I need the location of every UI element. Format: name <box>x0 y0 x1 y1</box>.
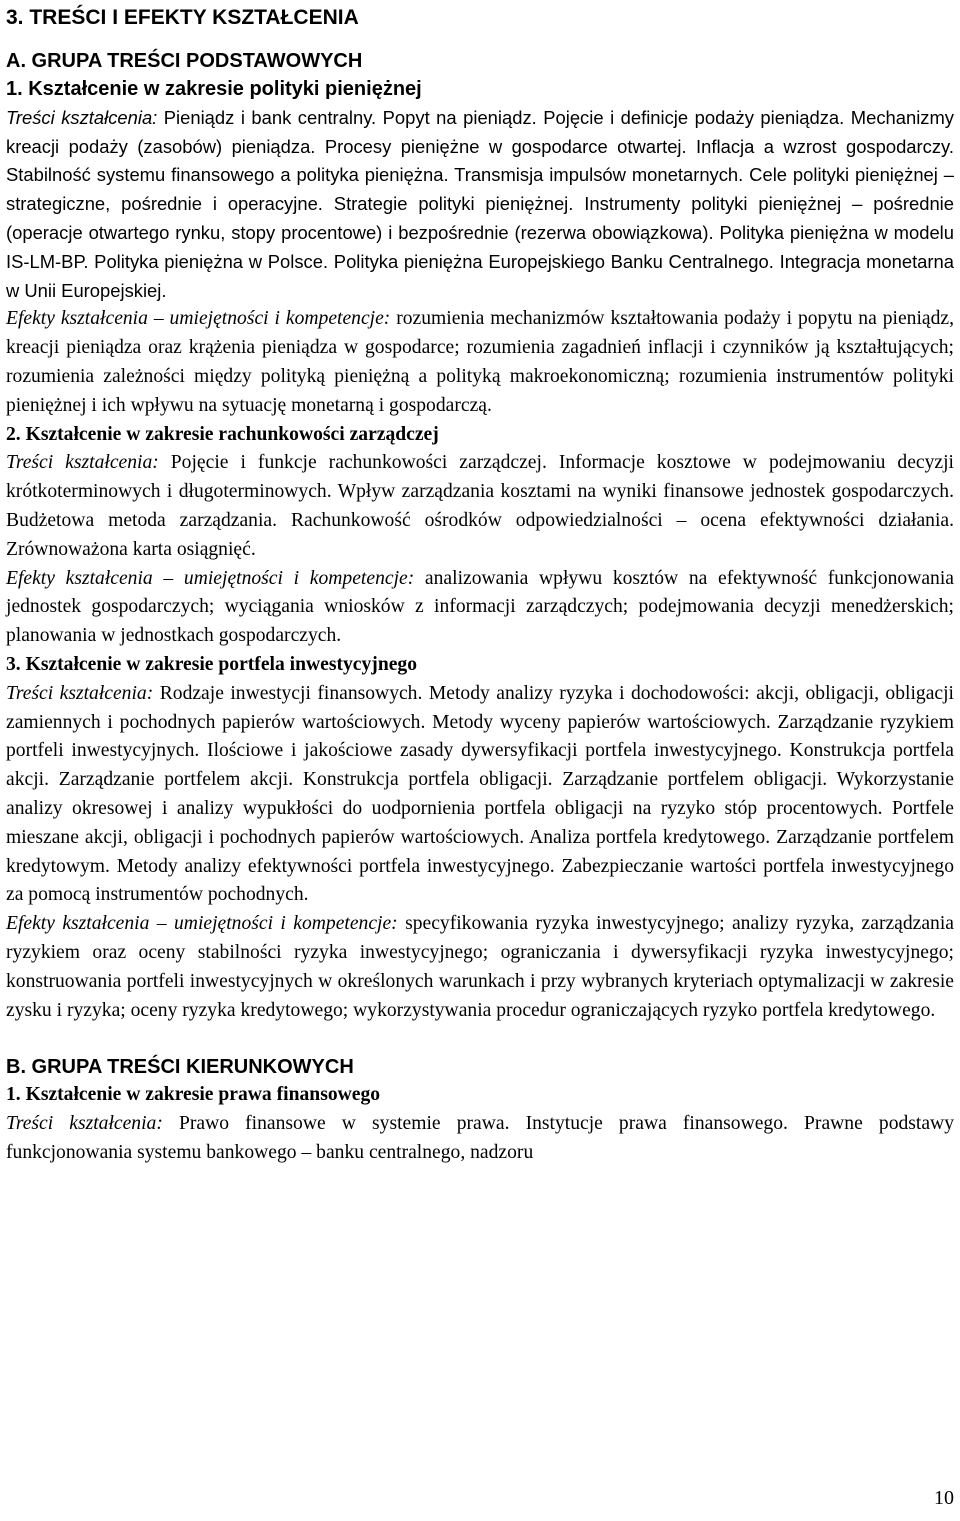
group-a-item-3 <box>6 651 954 1025</box>
group-b-title: B. GRUPA TREŚCI KIERUNKOWYCH <box>6 1056 354 1079</box>
effects-paragraph <box>6 910 954 1025</box>
effects-paragraph <box>6 305 954 420</box>
document-page <box>6 4 954 1168</box>
group-a-item-2 <box>6 421 954 651</box>
content-paragraph <box>6 680 954 910</box>
content-text: Pieniądz i bank centralny. Popyt na pieniądz. Pojęcie i definicje podaży pieniądza. Mechanizmy kreacji podaży (zasobów) pieniądza. Procesy pieniężne w gospodarce otwartej. Inflacja a wzrost gospodarczy. Stabilność systemu finansowego a polityka pieniężna. Transmisja impulsów monetarnych. Cele polityki pieniężnej – strategiczne, pośrednie i operacyjne. Strategie polityki pieniężnej. Instrumenty polityki pieniężnej – pośrednie (operacje otwartego rynku, stopy procentowe) i bezpośrednie (rezerwa obowiązkowa). Polityka pieniężna w modelu IS-LM-BP. Polityka pieniężna w Polsce. Polityka pieniężna Europejskiego Banku Centralnego. Integracja monetarna w Unii Europejskiej. <box>6 106 954 301</box>
item-heading: 2. Kształcenie w zakresie rachunkowości zarządczej <box>6 423 439 445</box>
content-paragraph <box>6 1110 954 1168</box>
effects-label: Efekty kształcenia – umiejętności i kompetencje: <box>6 567 415 589</box>
content-text: Pojęcie i funkcje rachunkowości zarządczej. Informacje kosztowe w podejmowaniu decyzji krótkoterminowych i długoterminowych. Wpływ zarządzania kosztami na wyniki finansowe jednostek gospodarczych. Budżetowa metoda zarządzania. Rachunkowość ośrodków odpowiedzialności – ocena efektywności działania. Zrównoważona karta osiągnięć. <box>6 452 954 560</box>
item-heading: 3. Kształcenie w zakresie portfela inwestycyjnego <box>6 653 418 675</box>
effects-label: Efekty kształcenia – umiejętności i kompetencje: <box>6 913 398 935</box>
group-a-item-1 <box>6 75 954 305</box>
effects-paragraph <box>6 565 954 651</box>
content-paragraph <box>6 449 954 564</box>
content-label: Treści kształcenia: <box>6 1113 163 1135</box>
effects-label: Efekty kształcenia – umiejętności i kompetencje: <box>6 308 391 330</box>
section-spacer <box>6 1025 954 1053</box>
content-label: Treści kształcenia: <box>6 452 159 474</box>
item-heading: 1. Kształcenie w zakresie polityki pieniężnej <box>6 78 422 100</box>
effects-text: specyfikowania ryzyka inwestycyjnego; analizy ryzyka, zarządzania ryzykiem oraz oceny stabilności ryzyka inwestycyjnego; ograniczania i dywersyfikacji ryzyka inwestycyjnego; konstruowania portfeli inwestycyjnych w określonych warunkach i przy wybranych kryteriach optymalizacji w zakresie zysku i ryzyka; oceny ryzyka kredytowego; wykorzystywania procedur ograniczających ryzyko portfela kredytowego. <box>6 913 954 1021</box>
effects-text: rozumienia mechanizmów kształtowania podaży i popytu na pieniądz, kreacji pieniądza oraz krążenia pieniądza w gospodarce; rozumienia zagadnień inflacji i czynników ją kształtujących; rozumienia zależności między polityką pieniężną a polityką makroekonomiczną; rozumienia instrumentów polityki pieniężnej i ich wpływu na sytuację monetarną i gospodarczą. <box>6 308 954 416</box>
group-a-title: A. GRUPA TREŚCI PODSTAWOWYCH <box>6 50 363 72</box>
content-text: Prawo finansowe w systemie prawa. Instytucje prawa finansowego. Prawne podstawy funkcjonowania systemu bankowego – banku centralnego, nadzoru <box>6 1113 954 1163</box>
section-title: 3. TREŚCI I EFEKTY KSZTAŁCENIA <box>6 6 359 29</box>
content-paragraph <box>6 104 954 306</box>
content-label: Treści kształcenia: <box>6 682 154 704</box>
content-text: Rodzaje inwestycji finansowych. Metody analizy ryzyka i dochodowości: akcji, obligacji, obligacji zamiennych i pochodnych papierów wartościowych. Metody wyceny papierów wartościowych. Zarządzanie ryzykiem portfeli inwestycyjnych. Ilościowe i jakościowe zasady dywersyfikacji portfela inwestycyjnego. Konstrukcja portfela akcji. Zarządzanie portfelem akcji. Konstrukcja portfela obligacji. Zarządzanie portfelem obligacji. Wykorzystanie analizy okresowej i analizy wypukłości do uodpornienia portfela obligacji na ryzyko stóp procentowych. Portfele mieszane akcji, obligacji i pochodnych papierów wartościowych. Analiza portfela kredytowego. Zarządzanie portfelem kredytowym. Metody analizy efektywności portfela inwestycyjnego. Zabezpieczanie wartości portfela inwestycyjnego za pomocą instrumentów pochodnych. <box>6 682 954 906</box>
content-label: Treści kształcenia: <box>6 106 158 128</box>
page-number: 10 <box>934 1487 954 1509</box>
group-b-item-1 <box>6 1081 954 1167</box>
item-heading: 1. Kształcenie w zakresie prawa finansowego <box>6 1084 381 1106</box>
effects-text: analizowania wpływu kosztów na efektywność funkcjonowania jednostek gospodarczych; wyciągania wniosków z informacji zarządczych; podejmowania decyzji menedżerskich; planowania w jednostkach gospodarczych. <box>6 567 954 647</box>
